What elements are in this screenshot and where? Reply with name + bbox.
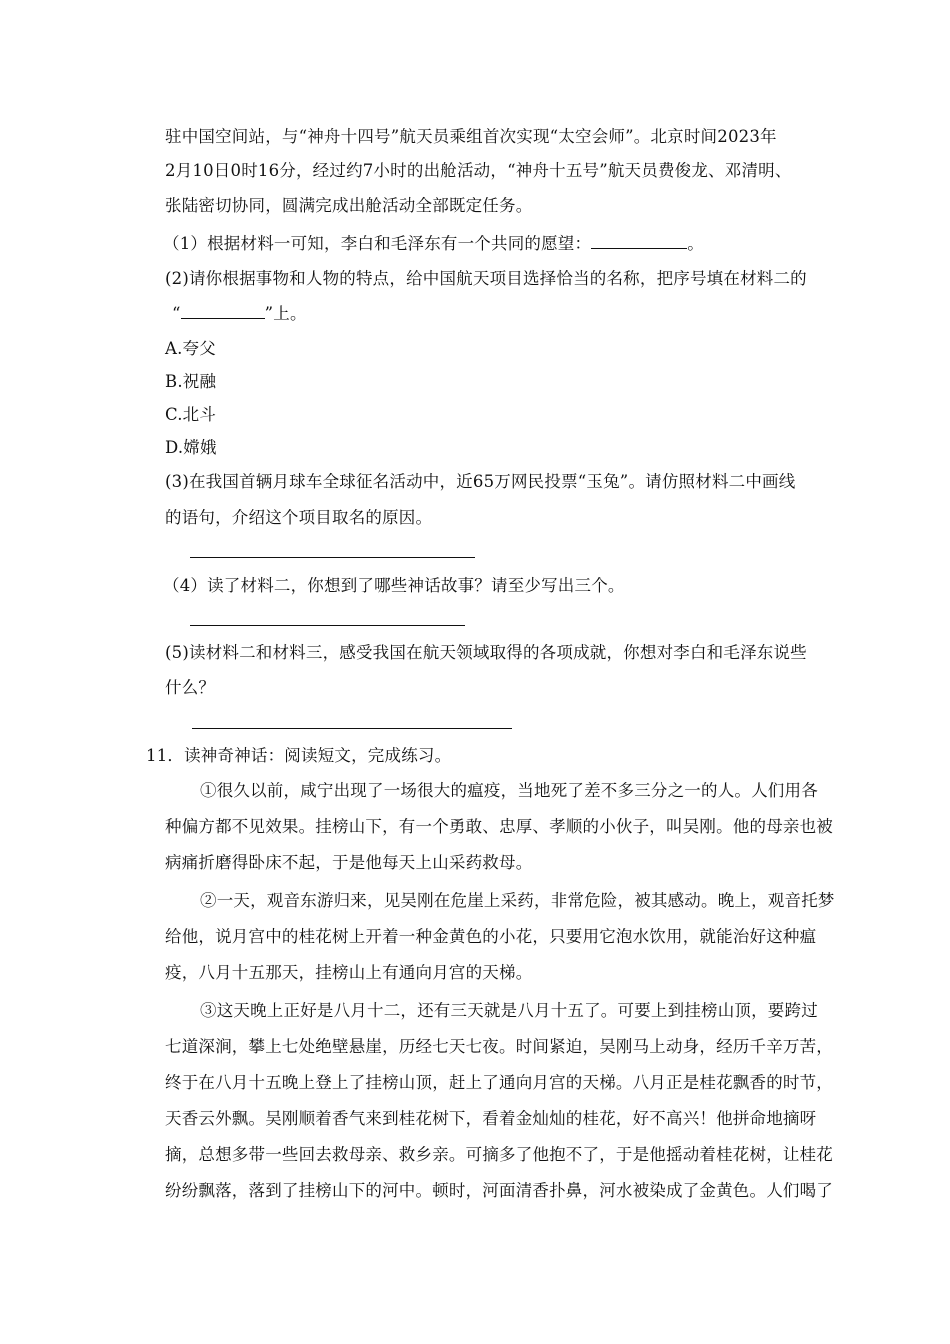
question-1 — [163, 233, 704, 255]
question-4: （4）读了材料二，你想到了哪些神话故事？请至少写出三个。 — [163, 576, 625, 595]
question-3-line-1: (3)在我国首辆月球车全球征名活动中，近65万网民投票“玉兔”。请仿照材料二中画线 — [165, 472, 796, 491]
paragraph-3-line-3: 终于在八月十五晚上登上了挂榜山顶，赶上了通向月宫的天梯。八月正是桂花飘香的时节， — [165, 1073, 833, 1092]
question-5-answer-line[interactable] — [192, 728, 512, 729]
option-d: D.嫦娥 — [165, 438, 217, 457]
paragraph-1-line-3: 病痛折磨得卧床不起，于是他每天上山采药救母。 — [165, 853, 533, 872]
option-a: A.夸父 — [165, 339, 216, 358]
question-3-line-2: 的语句，介绍这个项目取名的原因。 — [165, 508, 433, 527]
paragraph-2-line-1: ②一天，观音东游归来，见吴刚在危崖上采药，非常危险，被其感动。晚上，观音托梦 — [200, 891, 835, 910]
question-5-line-1: (5)读材料二和材料三，感受我国在航天领域取得的各项成就，你想对李白和毛泽东说些 — [165, 643, 807, 662]
paragraph-3-line-4: 天香云外飘。吴刚顺着香气来到桂花树下，看着金灿灿的桂花，好不高兴！他拼命地摘呀 — [165, 1109, 817, 1128]
question-2-line-1: (2)请你根据事物和人物的特点，给中国航天项目选择恰当的名称，把序号填在材料二的 — [165, 269, 807, 288]
question-2-close: ”上。 — [264, 304, 307, 323]
question-3-answer-line[interactable] — [190, 557, 475, 558]
question-1-answer-blank[interactable] — [591, 234, 687, 249]
question-2-answer-blank[interactable] — [181, 304, 265, 319]
question-1-end: 。 — [687, 234, 704, 253]
question-4-answer-line[interactable] — [190, 625, 465, 626]
question-5-line-2: 什么？ — [165, 678, 216, 697]
paragraph-1-line-2: 种偏方都不见效果。挂榜山下，有一个勇敢、忠厚、孝顺的小伙子，叫吴刚。他的母亲也被 — [165, 817, 833, 836]
option-c: C.北斗 — [165, 405, 217, 424]
question-1-text: （1）根据材料一可知，李白和毛泽东有一个共同的愿望： — [163, 234, 592, 253]
paragraph-2-line-2: 给他，说月宫中的桂花树上开着一种金黄色的小花，只要用它泡水饮用，就能治好这种瘟 — [165, 927, 817, 946]
paragraph-3-line-6: 纷纷飘落，落到了挂榜山下的河中。顿时，河面清香扑鼻，河水被染成了金黄色。人们喝了 — [165, 1181, 833, 1200]
question-2-line-2 — [172, 303, 307, 325]
question-11-heading: 11．读神奇神话：阅读短文，完成练习。 — [146, 746, 452, 765]
material-line-2: 2月10日0时16分，经过约7小时的出舱活动，“神舟十五号”航天员费俊龙、邓清明、 — [165, 161, 792, 180]
paragraph-3-line-5: 摘，总想多带一些回去救母亲、救乡亲。可摘多了他抱不了，于是他摇动着桂花树，让桂花 — [165, 1145, 833, 1164]
question-2-open-quote: “ — [172, 304, 181, 323]
option-b: B.祝融 — [165, 372, 217, 391]
paragraph-3-line-1: ③这天晚上正好是八月十二，还有三天就是八月十五了。可要上到挂榜山顶，要跨过 — [200, 1001, 818, 1020]
paragraph-1-line-1: ①很久以前，咸宁出现了一场很大的瘟疫，当地死了差不多三分之一的人。人们用各 — [200, 781, 818, 800]
paragraph-2-line-3: 疫，八月十五那天，挂榜山上有通向月宫的天梯。 — [165, 963, 533, 982]
material-line-3: 张陆密切协同，圆满完成出舱活动全部既定任务。 — [165, 196, 533, 215]
material-line-1: 驻中国空间站，与“神舟十四号”航天员乘组首次实现“太空会师”。北京时间2023年 — [165, 127, 777, 146]
paragraph-3-line-2: 七道深涧，攀上七处绝壁悬崖，历经七天七夜。时间紧迫，吴刚马上动身，经历千辛万苦， — [165, 1037, 833, 1056]
